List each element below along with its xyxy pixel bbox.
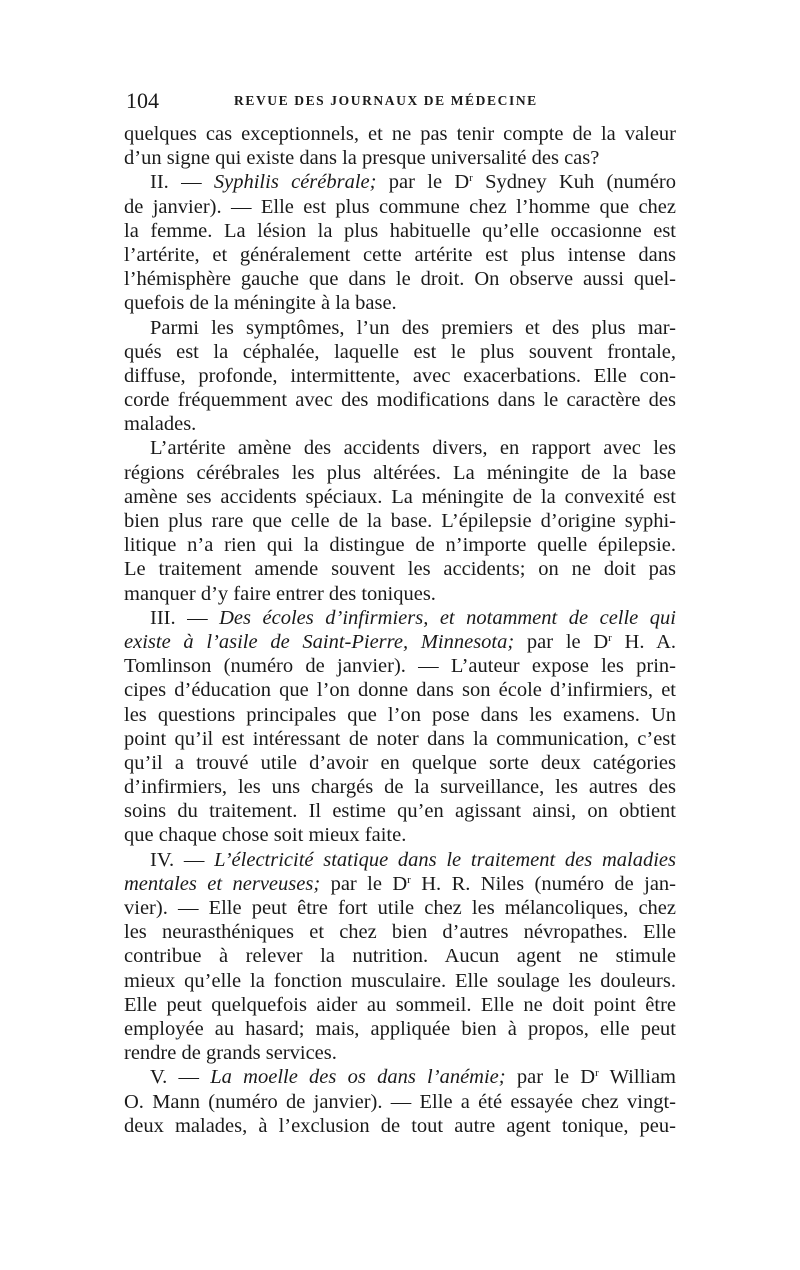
text-line [124, 195, 676, 219]
text-run: III. — [150, 606, 220, 629]
text-line [124, 1017, 676, 1041]
text-line [124, 703, 676, 727]
text-line [124, 461, 676, 485]
text-run: Le traitement amende souvent les accidents; on ne doit pas [124, 558, 676, 581]
text-line [124, 533, 676, 557]
text-line [124, 944, 676, 968]
text-run: malades. [124, 413, 197, 436]
italic-title: La moelle des os dans l’anémie; [210, 1066, 506, 1089]
text-run: régions cérébrales les plus altérées. La méningite de la base [124, 461, 676, 484]
text-line [124, 606, 676, 630]
superscript: r [469, 172, 473, 185]
text-run: par le D [320, 872, 408, 895]
text-line [124, 582, 676, 606]
text-run: H. R. Niles (numéro de jan- [410, 872, 676, 895]
text-run: quefois de la méningite à la base. [124, 292, 397, 315]
superscript: r [608, 631, 612, 644]
superscript: r [595, 1067, 599, 1080]
text-run: d’infirmiers, les uns chargés de la surveillance, les autres des [124, 776, 676, 799]
text-line [124, 243, 676, 267]
text-line [124, 993, 676, 1017]
text-line [124, 557, 676, 581]
text-run: cipes d’éducation que l’on donne dans son école d’infirmiers, et [124, 679, 676, 702]
text-run: point qu’il est intéressant de noter dans la communication, c’est [124, 727, 676, 750]
text-run: corde fréquemment avec des modifications dans le caractère des [124, 389, 676, 412]
text-run: Sydney Kuh (numéro [472, 171, 676, 194]
italic-title: Syphilis cérébrale; [213, 171, 377, 194]
text-line [124, 1041, 676, 1065]
text-line [124, 364, 676, 388]
text-run: par le D [376, 171, 470, 194]
text-run: manquer d’y faire entrer des toniques. [124, 582, 436, 605]
text-run: quelques cas exceptionnels, et ne pas tenir compte de la valeur [124, 123, 676, 145]
text-line [124, 1090, 676, 1114]
text-run: Elle peut quelquefois aider au sommeil. Elle ne doit point être [124, 993, 676, 1016]
text-line [124, 219, 676, 243]
text-run: employée au hasard; mais, appliquée bien à propos, elle peut [124, 1017, 676, 1040]
text-run: rendre de grands services. [124, 1042, 337, 1065]
text-line [124, 412, 676, 436]
text-line [124, 823, 676, 847]
italic-title: L’électricité statique dans le traitement des maladies [214, 848, 676, 871]
text-line [124, 848, 676, 872]
running-head: REVUE DES JOURNAUX DE MÉDECINE [234, 93, 538, 108]
text-run: qu’il a trouvé utile d’avoir en quelque sorte deux catégories [124, 751, 676, 774]
text-line [124, 872, 676, 896]
text-line [124, 654, 676, 678]
body-text [124, 122, 676, 1138]
italic-title: mentales et nerveuses; [124, 872, 321, 895]
text-line [124, 485, 676, 509]
text-line [124, 969, 676, 993]
text-run: soins du traitement. Il estime qu’en agissant ainsi, on obtient [124, 800, 676, 823]
text-run: mieux qu’elle la fonction musculaire. Elle soulage les douleurs. [124, 969, 676, 992]
text-run: II. — [150, 171, 214, 194]
text-run: de janvier). — Elle est plus commune chez l’homme que chez [124, 195, 676, 218]
page-number: 104 [126, 88, 159, 113]
text-run: IV. — [150, 848, 215, 871]
text-line [124, 896, 676, 920]
text-run: l’hémisphère gauche que dans le droit. On observe aussi quel- [124, 268, 676, 291]
text-line [124, 388, 676, 412]
text-run: que chaque chose soit mieux faite. [124, 824, 407, 847]
text-line [124, 799, 676, 823]
text-run: l’artérite, et généralement cette artérite est plus intense dans [124, 243, 676, 266]
text-line [124, 751, 676, 775]
text-line [124, 1065, 676, 1089]
text-line [124, 340, 676, 364]
text-run: L’artérite amène des accidents divers, en rapport avec les [150, 437, 676, 460]
text-run: diffuse, profonde, intermittente, avec exacerbations. Elle con- [124, 364, 676, 387]
text-run: deux malades, à l’exclusion de tout autre agent tonique, peu- [124, 1114, 676, 1137]
text-line [124, 727, 676, 751]
text-run: litique n’a rien qui la distingue de n’importe quelle épilepsie. [124, 534, 676, 557]
text-line [124, 509, 676, 533]
text-run: Tomlinson (numéro de janvier). — L’auteur expose les prin- [124, 655, 676, 678]
page-header [124, 88, 676, 114]
text-run: qués est la céphalée, laquelle est le plus souvent frontale, [124, 340, 676, 363]
text-run: par le D [514, 630, 609, 653]
text-line [124, 122, 676, 146]
text-line [124, 291, 676, 315]
text-line [124, 170, 676, 194]
superscript: r [407, 873, 411, 886]
text-run: les neurasthéniques et chez bien d’autres névropathes. Elle [124, 921, 676, 944]
text-line [124, 146, 676, 170]
text-run: la femme. La lésion la plus habituelle qu’elle occasionne est [124, 219, 676, 242]
text-line [124, 678, 676, 702]
text-run: Parmi les symptômes, l’un des premiers et des plus mar- [150, 316, 676, 339]
italic-title: existe à l’asile de Saint-Pierre, Minnesota; [124, 630, 515, 653]
text-run: contribue à relever la nutrition. Aucun agent ne stimule [124, 945, 676, 968]
text-run: O. Mann (numéro de janvier). — Elle a été essayée chez vingt- [124, 1090, 676, 1113]
text-line [124, 436, 676, 460]
text-line [124, 1114, 676, 1138]
text-line [124, 775, 676, 799]
text-line [124, 267, 676, 291]
text-run: amène ses accidents spéciaux. La méningite de la convexité est [124, 485, 676, 508]
text-line [124, 316, 676, 340]
text-run: William [598, 1066, 677, 1089]
text-line [124, 920, 676, 944]
text-run: bien plus rare que celle de la base. L’épilepsie d’origine syphi- [124, 510, 676, 532]
text-run: V. — [150, 1066, 211, 1089]
text-run: H. A. [611, 630, 676, 653]
text-line [124, 630, 676, 654]
text-run: d’un signe qui existe dans la presque universalité des cas? [124, 147, 600, 170]
text-run: vier). — Elle peut être fort utile chez les mélancoliques, chez [124, 897, 676, 919]
italic-title: Des écoles d’infirmiers, et notamment de celle qui [219, 606, 676, 629]
text-run: les questions principales que l’on pose dans les examens. Un [124, 703, 676, 726]
text-run: par le D [505, 1066, 596, 1089]
